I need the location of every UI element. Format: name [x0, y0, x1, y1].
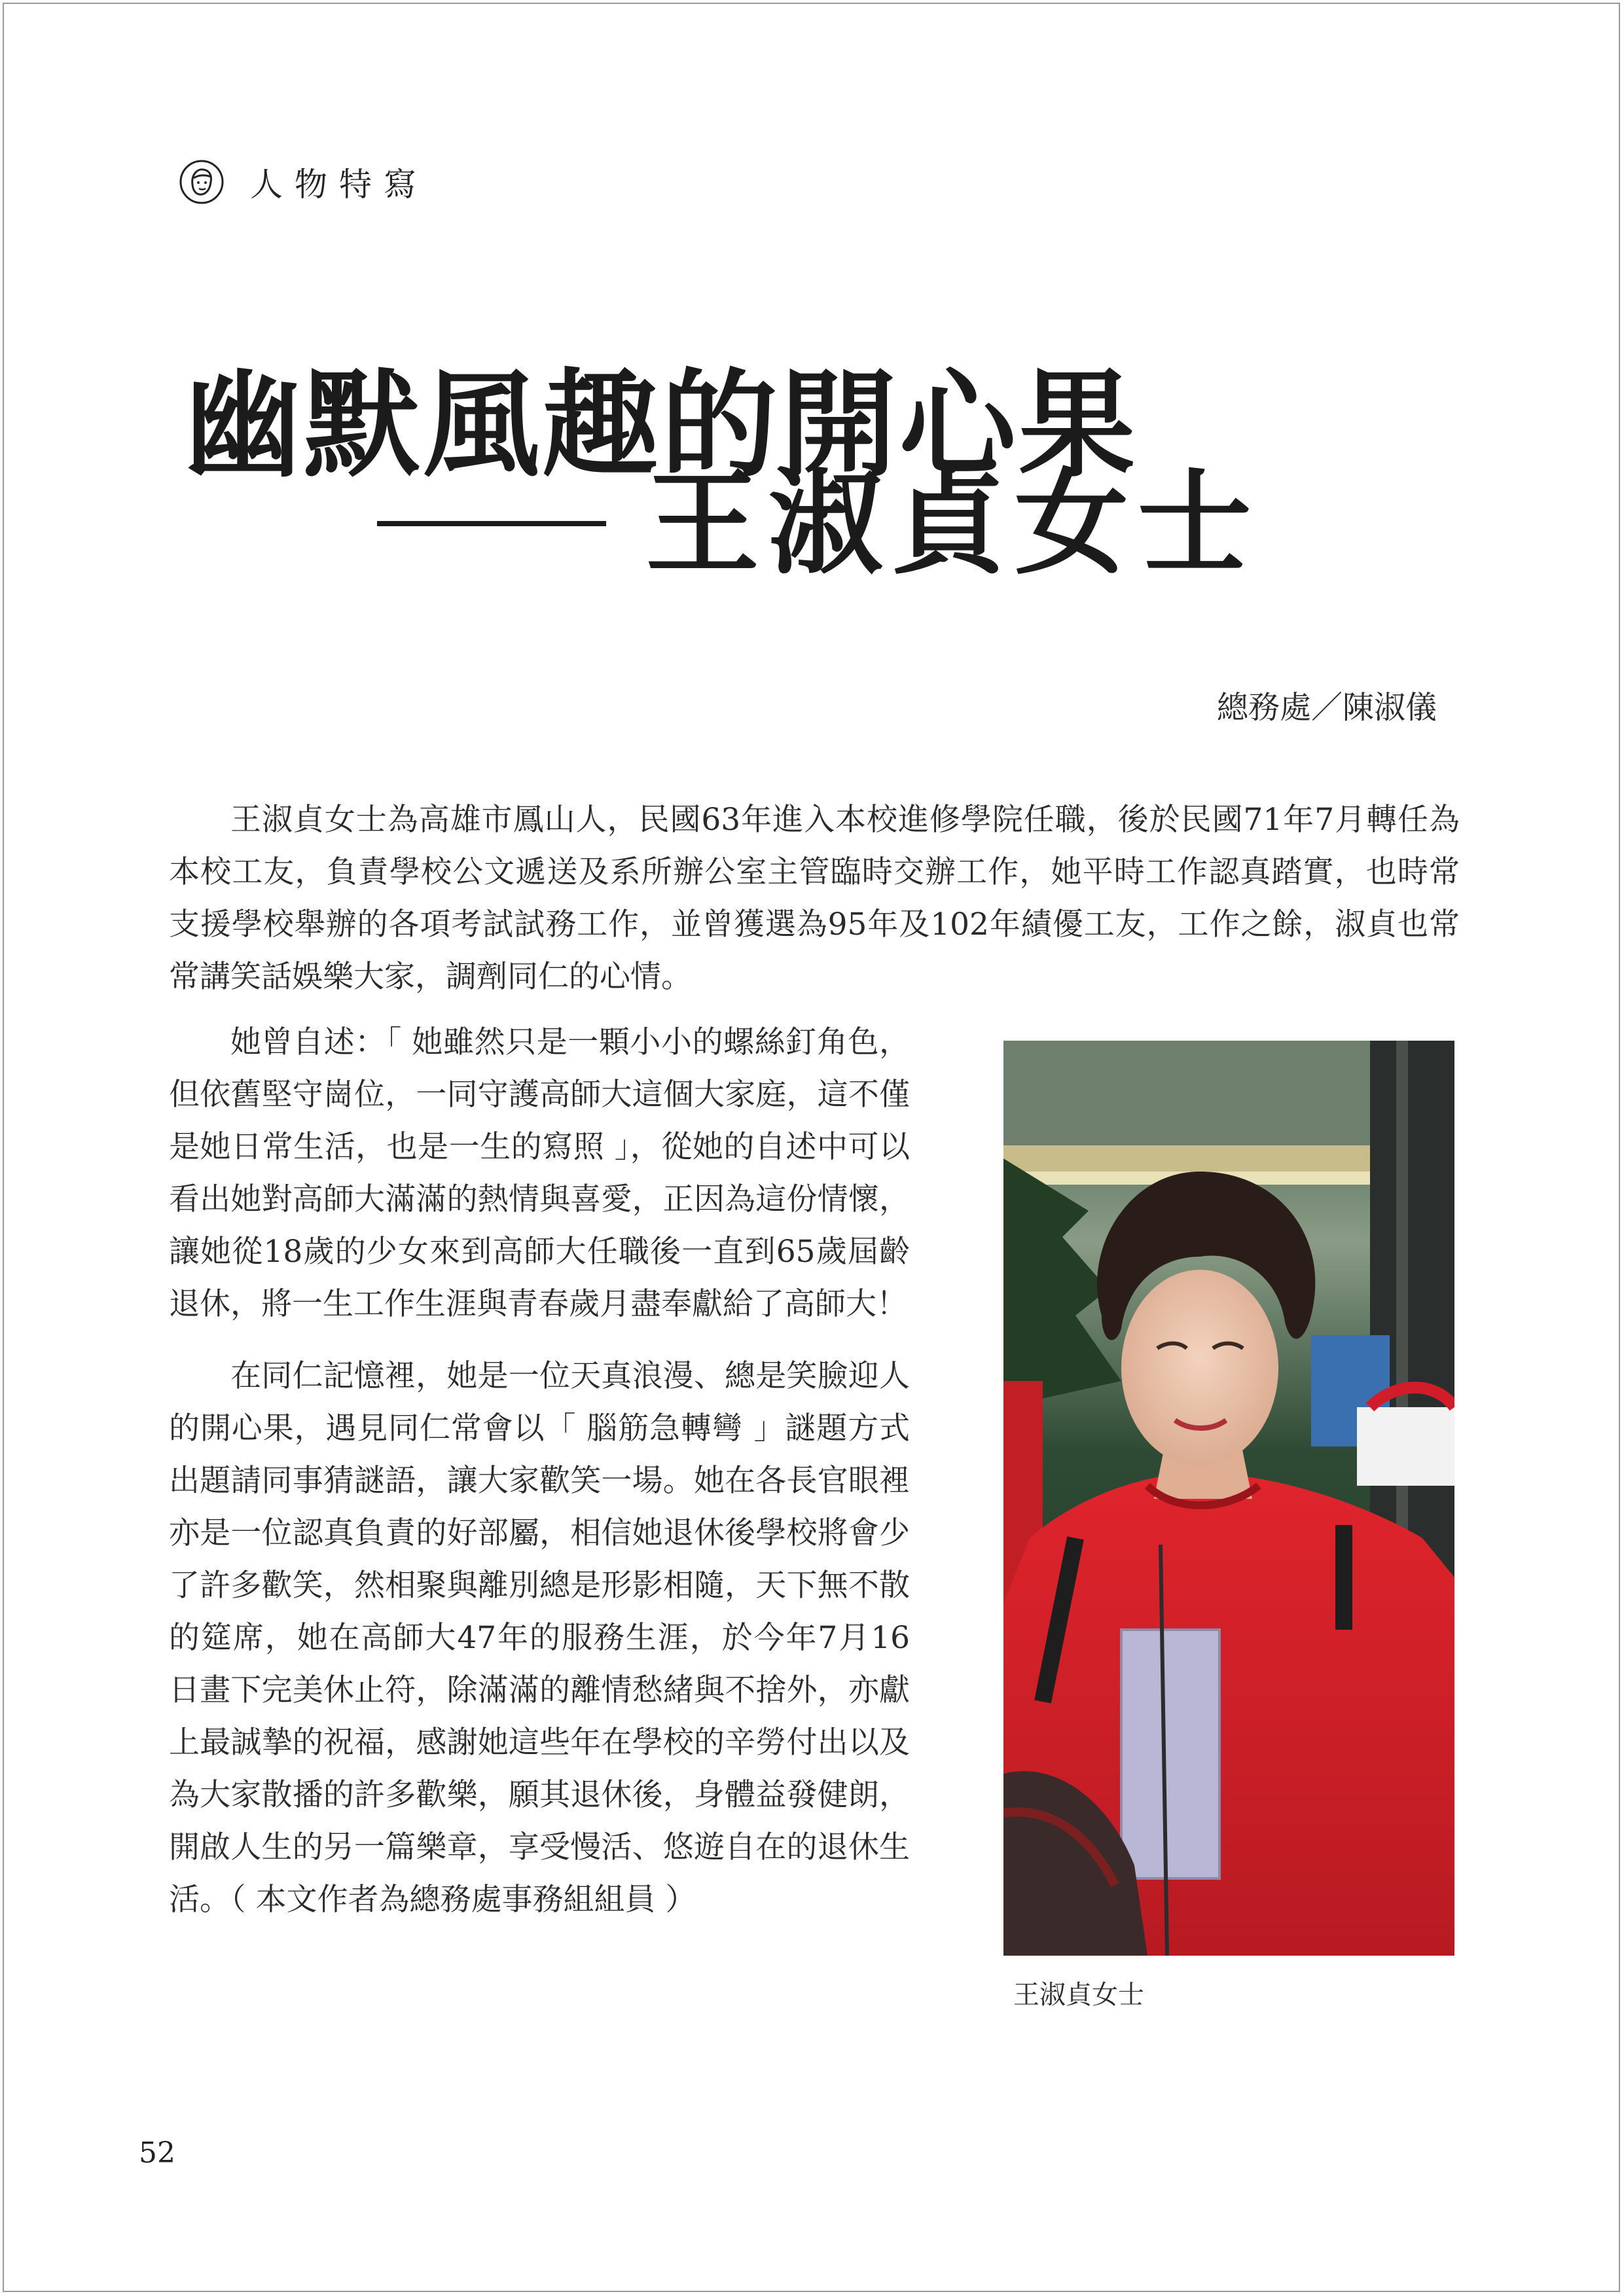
- photo-caption: 王淑貞女士: [1013, 1980, 1144, 2010]
- section-label: 人物特寫: [250, 166, 428, 204]
- subtitle-name: 王淑貞女士: [645, 457, 1261, 590]
- title-dash: [377, 521, 606, 526]
- person-face-icon: [178, 158, 225, 206]
- body-paragraph: 她曾自述：「 她雖然只是一顆小小的螺絲釘角色，但依舊堅守崗位，一同守護高師大這個大家庭，這不僅是她日常生活，也是一生的寫照 」，從她的自述中可以看出她對高師大滿滿的熱情與喜愛，正因為這份情懷，讓她從18歲的少女來到高師大任職後一直到65歲屆齡退休，將一生工作生涯與青春歲月盡奉獻給了高師大！: [169, 1024, 910, 1322]
- body-column: [169, 1016, 910, 1946]
- body-paragraph: 在同仁記憶裡，她是一位天真浪漫、總是笑臉迎人的開心果，遇見同仁常會以「 腦筋急轉彎 」謎題方式出題請同事猜謎語，讓大家歡笑一場。她在各長官眼裡亦是一位認真負責的好部屬，相信她退休後學校將會少了許多歡笑，然相聚與離別總是形影相隨，天下無不散的筵席，她在高師大47年的服務生涯，於今年7月16日畫下完美休止符，除滿滿的離情愁緒與不捨外，亦獻上最誠摯的祝福，感謝她這些年在學校的辛勞付出以及為大家散播的許多歡樂，願其退休後，身體益發健朗，開啟人生的另一篇樂章，享受慢活、悠遊自在的退休生活。（ 本文作者為總務處事務組組員 ）: [169, 1358, 910, 1918]
- intro-paragraph: 王淑貞女士為高雄市鳳山人，民國63年進入本校進修學院任職，後於民國71年7月轉任為本校工友，負責學校公文遞送及系所辦公室主管臨時交辦工作，她平時工作認真踏實，也時常支援學校舉辦的各項考試試務工作，並曾獲選為95年及102年績優工友，工作之餘，淑貞也常常講笑話娛樂大家，調劑同仁的心情。: [169, 802, 1460, 995]
- page-number: 52: [139, 2136, 175, 2170]
- portrait-photo: [1003, 1041, 1454, 1956]
- article-subtitle: [377, 458, 1261, 589]
- section-header: [178, 156, 428, 208]
- article-title: 幽默風趣的開心果: [185, 356, 1138, 493]
- byline: 總務處／陳淑儀: [1216, 689, 1437, 726]
